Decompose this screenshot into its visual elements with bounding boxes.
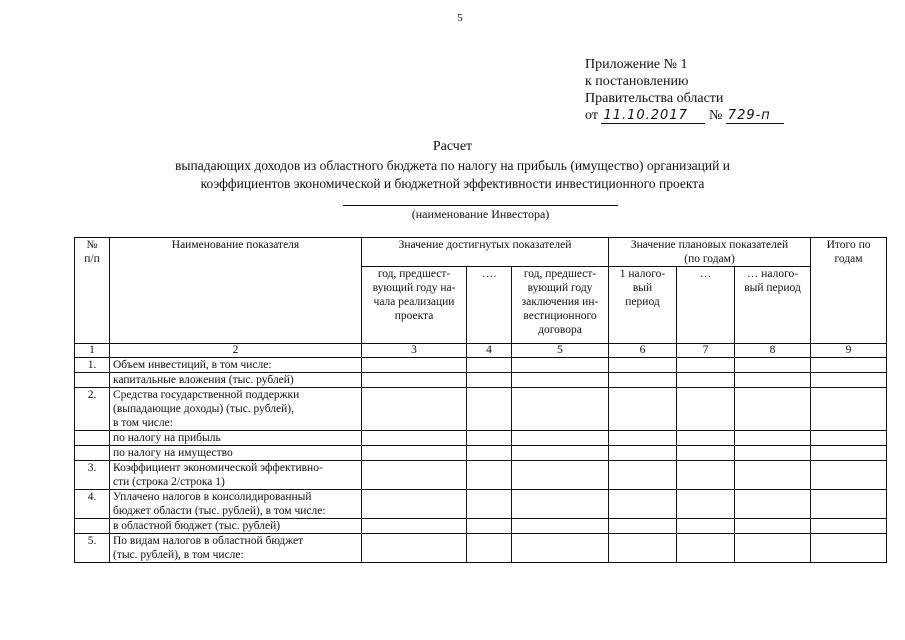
value-cell — [735, 388, 811, 431]
value-cell — [362, 358, 467, 373]
column-number: 6 — [609, 344, 677, 358]
value-cell — [467, 431, 512, 446]
header-num: № п/п — [75, 238, 110, 344]
header-year-before-start: год, предшест- вующий году на- чала реализации проекта — [362, 267, 467, 344]
row-number: 1. — [75, 358, 110, 373]
value-cell — [512, 358, 609, 373]
value-cell — [609, 358, 677, 373]
value-cell — [512, 431, 609, 446]
appendix-date-line — [585, 107, 784, 124]
row-number: 5. — [75, 534, 110, 563]
value-cell — [735, 431, 811, 446]
row-number: 4. — [75, 490, 110, 519]
indicator-name-line: (выпадающие доходы) (тыс. рублей), — [113, 403, 295, 415]
value-cell — [735, 446, 811, 461]
value-cell — [609, 388, 677, 431]
indicator-name-line: Средства государственной поддержки — [113, 389, 300, 401]
document-title: Расчет — [432, 139, 473, 154]
row-number: 3. — [75, 461, 110, 490]
header-planned-ellipsis: … — [677, 267, 735, 344]
value-cell — [735, 373, 811, 388]
column-number: 5 — [512, 344, 609, 358]
value-cell — [609, 534, 677, 563]
value-cell — [467, 388, 512, 431]
value-cell — [512, 534, 609, 563]
row-number — [75, 373, 110, 388]
value-cell — [512, 519, 609, 534]
indicator-name-line: По видам налогов в областной бюджет — [113, 535, 304, 547]
value-cell — [467, 534, 512, 563]
indicator-name-line: по налогу на прибыль — [113, 432, 221, 444]
value-cell — [362, 490, 467, 519]
value-cell — [362, 519, 467, 534]
indicator-name-line: в том числе: — [113, 417, 173, 429]
table-row — [75, 490, 887, 519]
value-cell — [677, 519, 735, 534]
value-cell — [811, 446, 887, 461]
value-cell — [811, 373, 887, 388]
row-number — [75, 446, 110, 461]
value-cell — [512, 490, 609, 519]
value-cell — [467, 490, 512, 519]
value-cell — [735, 534, 811, 563]
column-number-row — [75, 344, 887, 358]
value-cell — [677, 358, 735, 373]
indicator-name — [110, 431, 362, 446]
table-body — [75, 358, 887, 563]
indicator-name — [110, 373, 362, 388]
table-row — [75, 358, 887, 373]
value-cell — [677, 534, 735, 563]
value-cell — [609, 431, 677, 446]
value-cell — [811, 388, 887, 431]
indicator-name-line: по налогу на имущество — [113, 447, 233, 459]
indicator-name-line: бюджет области (тыс. рублей), в том числе: — [113, 505, 326, 517]
table-row — [75, 446, 887, 461]
value-cell — [467, 373, 512, 388]
column-number: 4 — [467, 344, 512, 358]
indicator-name-line: в областной бюджет (тыс. рублей) — [113, 520, 281, 532]
value-cell — [362, 534, 467, 563]
table-row — [75, 388, 887, 431]
value-cell — [677, 446, 735, 461]
indicator-name-line: Коэффициент экономической эффективно- — [113, 462, 323, 474]
value-cell — [811, 431, 887, 446]
value-cell — [512, 388, 609, 431]
value-cell — [609, 519, 677, 534]
handwritten-number: 729-п — [726, 109, 784, 124]
header-indicator-name: Наименование показателя — [110, 238, 362, 344]
indicator-name — [110, 490, 362, 519]
investor-caption: (наименование Инвестора) — [411, 207, 550, 221]
value-cell — [811, 519, 887, 534]
indicator-name-line: (тыс. рублей), в том числе: — [113, 549, 244, 561]
document-subtitle-line2: коэффициентов экономической и бюджетной эффективности инвестиционного проекта — [200, 176, 705, 191]
appendix-line-government: Правительства области — [585, 91, 724, 106]
handwritten-date: 11.10.2017 — [601, 109, 705, 124]
calculation-table — [74, 237, 887, 563]
column-number: 9 — [811, 344, 887, 358]
value-cell — [609, 373, 677, 388]
value-cell — [512, 373, 609, 388]
value-cell — [609, 490, 677, 519]
appendix-line-resolution: к постановлению — [585, 74, 689, 89]
document-subtitle-line1: выпадающих доходов из областного бюджета по налогу на прибыль (имущество) организаций и — [175, 158, 730, 173]
investor-name-blank — [343, 205, 618, 206]
table-row — [75, 373, 887, 388]
column-number: 7 — [677, 344, 735, 358]
row-number — [75, 519, 110, 534]
header-first-tax-period: 1 налого- вый период — [609, 267, 677, 344]
value-cell — [735, 490, 811, 519]
row-number — [75, 431, 110, 446]
indicator-name-line: Объем инвестиций, в том числе: — [113, 359, 272, 371]
value-cell — [677, 373, 735, 388]
column-number: 2 — [110, 344, 362, 358]
indicator-name — [110, 461, 362, 490]
indicator-name-line: сти (строка 2/строка 1) — [113, 476, 225, 488]
page-number: 5 — [457, 12, 463, 24]
indicator-name-line: Уплачено налогов в консолидированный — [113, 491, 312, 503]
value-cell — [677, 431, 735, 446]
value-cell — [677, 490, 735, 519]
header-last-tax-period: … налого- вый период — [735, 267, 811, 344]
value-cell — [811, 534, 887, 563]
value-cell — [512, 446, 609, 461]
value-cell — [735, 519, 811, 534]
value-cell — [362, 446, 467, 461]
value-cell — [512, 461, 609, 490]
column-number: 1 — [75, 344, 110, 358]
indicator-name — [110, 534, 362, 563]
table-row — [75, 461, 887, 490]
date-prefix: от — [585, 108, 598, 123]
value-cell — [811, 461, 887, 490]
value-cell — [467, 358, 512, 373]
value-cell — [362, 388, 467, 431]
value-cell — [735, 461, 811, 490]
value-cell — [677, 461, 735, 490]
value-cell — [467, 446, 512, 461]
column-number: 8 — [735, 344, 811, 358]
column-number: 3 — [362, 344, 467, 358]
table-row — [75, 431, 887, 446]
value-cell — [467, 461, 512, 490]
header-year-before-contract: год, предшест- вующий году заключения ин- вестиционного договора — [512, 267, 609, 344]
indicator-name — [110, 519, 362, 534]
indicator-name — [110, 388, 362, 431]
value-cell — [735, 358, 811, 373]
indicator-name-line: капитальные вложения (тыс. рублей) — [113, 374, 294, 386]
number-sign: № — [708, 108, 723, 123]
indicator-name — [110, 358, 362, 373]
row-number: 2. — [75, 388, 110, 431]
header-achieved-values: Значение достигнутых показателей — [362, 238, 609, 267]
header-planned-values: Значение плановых показателей (по годам) — [609, 238, 811, 267]
appendix-title: Приложение № 1 — [585, 57, 688, 72]
table-row — [75, 534, 887, 563]
header-row-1 — [75, 238, 887, 267]
indicator-name — [110, 446, 362, 461]
header-achieved-ellipsis: …. — [467, 267, 512, 344]
table-row — [75, 519, 887, 534]
value-cell — [362, 373, 467, 388]
value-cell — [609, 461, 677, 490]
value-cell — [811, 358, 887, 373]
value-cell — [362, 461, 467, 490]
value-cell — [609, 446, 677, 461]
value-cell — [362, 431, 467, 446]
value-cell — [467, 519, 512, 534]
value-cell — [811, 490, 887, 519]
value-cell — [677, 388, 735, 431]
header-total: Итого по годам — [811, 238, 887, 344]
